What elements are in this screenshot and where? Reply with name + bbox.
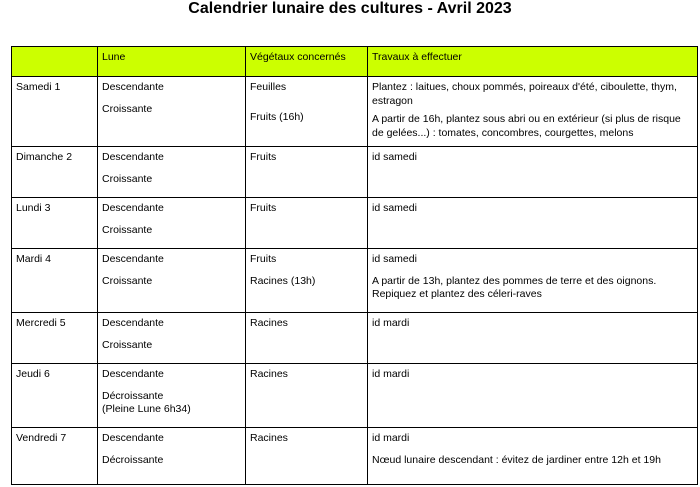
header-work: Travaux à effectuer	[368, 47, 698, 77]
plants-cell: Racines	[246, 313, 368, 364]
plants-cell: Fruits	[246, 147, 368, 198]
day-cell: Dimanche 2	[12, 147, 98, 198]
work-cell: id samedi A partir de 13h, plantez des pommes de terre et des oignons. Repiquez et plantez des céleri-raves	[368, 249, 698, 313]
moon-cell: Descendante Croissante	[98, 249, 246, 313]
page-title: Calendrier lunaire des cultures - Avril 2023	[188, 0, 512, 17]
header-plants: Végétaux concernés	[246, 47, 368, 77]
work-cell: Plantez : laitues, choux pommés, poireaux d'été, ciboulette, thym, estragon A partir de 16h, plantez sous abri ou en extérieur (si plus de risque de gelées...) : tomates, concombres, courgettes, melons	[368, 77, 698, 147]
plants-cell: Feuilles Fruits (16h)	[246, 77, 368, 147]
work-cell: id samedi	[368, 147, 698, 198]
moon-cell: Descendante Croissante	[98, 147, 246, 198]
work-cell: id mardi Nœud lunaire descendant : évitez de jardiner entre 12h et 19h	[368, 428, 698, 485]
work-cell: id mardi	[368, 313, 698, 364]
day-cell: Mardi 4	[12, 249, 98, 313]
table-row	[12, 198, 698, 249]
header-day	[12, 47, 98, 77]
plants-cell: Racines	[246, 428, 368, 485]
moon-cell: Descendante Décroissante (Pleine Lune 6h34)	[98, 364, 246, 428]
moon-cell: Descendante Croissante	[98, 77, 246, 147]
header-moon: Lune	[98, 47, 246, 77]
day-cell: Samedi 1	[12, 77, 98, 147]
work-cell: id samedi	[368, 198, 698, 249]
table-row	[12, 77, 698, 147]
table-row	[12, 364, 698, 428]
work-cell: id mardi	[368, 364, 698, 428]
plants-cell: Racines	[246, 364, 368, 428]
plants-cell: Fruits	[246, 198, 368, 249]
moon-cell: Descendante Décroissante	[98, 428, 246, 485]
day-cell: Mercredi 5	[12, 313, 98, 364]
table-row	[12, 313, 698, 364]
table-row	[12, 249, 698, 313]
day-cell: Lundi 3	[12, 198, 98, 249]
table-row	[12, 147, 698, 198]
moon-cell: Descendante Croissante	[98, 198, 246, 249]
day-cell: Jeudi 6	[12, 364, 98, 428]
table-row	[12, 428, 698, 485]
table-header-row	[12, 47, 698, 77]
moon-cell: Descendante Croissante	[98, 313, 246, 364]
plants-cell: Fruits Racines (13h)	[246, 249, 368, 313]
day-cell: Vendredi 7	[12, 428, 98, 485]
lunar-calendar-table	[11, 46, 698, 485]
